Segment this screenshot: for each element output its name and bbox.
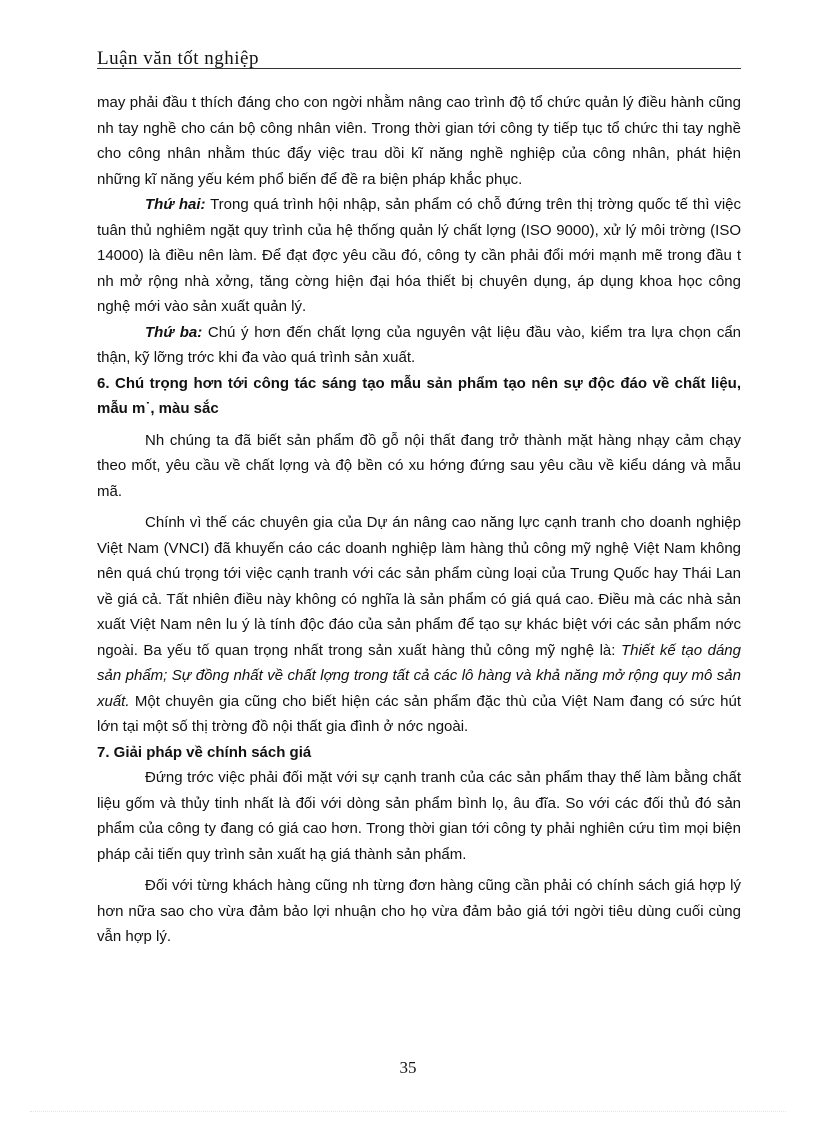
paragraph-5-italic: Thiết kế tạo dáng sản phẩm; Sự đồng nhất về chất lợng trong tất cả các lô hàng và khả năng mở rộng quy mô sản xuất.: [97, 641, 741, 710]
page-number: 35: [399, 1058, 417, 1077]
bottom-divider: [30, 1111, 786, 1112]
paragraph-5-text-b: Một chuyên gia cũng cho biết hiện các sản phẩm đặc thù của Việt Nam đang có sức hút lớn tại một số thị trờng đồ nội thất gia đình ở nớc ngoài.: [97, 692, 741, 735]
paragraph-3-text: Chú ý hơn đến chất lợng của nguyên vật liệu đầu vào, kiểm tra lựa chọn cẩn thận, kỹ lỡng trớc khi đa vào quá trình sản xuất.: [97, 323, 741, 366]
section-heading-6: 6. Chú trọng hơn tới công tác sáng tạo mẫu sản phẩm tạo nên sự độc đáo về chất liệu, mẫu m˙, màu sắc: [97, 374, 741, 417]
paragraph-1: may phải đầu t thích đáng cho con ngời nhằm nâng cao trình độ tổ chức quản lý điều hành cũng nh tay nghề cho cán bộ công nhân viên. Trong thời gian tới công ty tiếp tục tổ chức thi tay nghề cho công nhân nhằm thúc đẩy việc trau dồi kĩ năng nghề nghiệp của công nhân, phát hiện những kĩ năng yếu kém phổ biến để đề ra biện pháp khắc phục.: [97, 94, 741, 188]
paragraph-2-text: Trong quá trình hội nhập, sản phẩm có chỗ đứng trên thị trờng quốc tế thì việc tuân thủ nghiêm ngặt quy trình của hệ thống quản lý chất lợng (ISO 9000), xử lý môi trờng (ISO 14000) là điều nên làm. Để đạt đợc yêu cầu đó, công ty cần phải đổi mới mạnh mẽ trong đầu t nh mở rộng nhà xởng, tăng cờng hiện đại hóa thiết bị chuyên dụng, áp dụng khoa học công nghệ mới vào sản xuất quản lý.: [97, 196, 741, 315]
header-title: Luận văn tốt nghiệp: [97, 48, 259, 69]
page-header: [97, 46, 741, 69]
paragraph-5: [97, 510, 741, 740]
paragraph-7: Đối với từng khách hàng cũng nh từng đơn hàng cũng cần phải có chính sách giá hợp lý hơn nữa sao cho vừa đảm bảo lợi nhuận cho họ vừa đảm bảo giá tới ngời tiêu dùng cuối cùng vẫn hợp lý.: [97, 877, 741, 945]
paragraph-6: Đứng trớc việc phải đối mặt với sự cạnh tranh của các sản phẩm thay thế làm bằng chất liệu gốm và thủy tinh nhất là đối với dòng sản phẩm bình lọ, âu đĩa. So với các đối thủ đó sản phẩm của công ty đang có giá cao hơn. Trong thời gian tới công ty phải nghiên cứu tìm mọi biện pháp cải tiến quy trình sản xuất hạ giá thành sản phẩm.: [97, 769, 741, 863]
paragraph-3: [97, 320, 741, 371]
paragraph-4: Nh chúng ta đã biết sản phẩm đồ gỗ nội thất đang trở thành mặt hàng nhạy cảm chạy theo mốt, yêu cầu về chất lợng và độ bền có xu hớng đứng sau yêu cầu về kiểu dáng và mẫu mã.: [97, 431, 741, 500]
section-heading-7: 7. Giải pháp về chính sách giá: [97, 743, 312, 761]
document-body: [97, 90, 741, 950]
paragraph-2: [97, 192, 741, 320]
paragraph-2-lead: Thứ hai:: [145, 196, 206, 213]
paragraph-5-text-a: Chính vì thế các chuyên gia của Dự án nâng cao năng lực cạnh tranh cho doanh nghiệp Việt Nam (VNCI) đã khuyến cáo các doanh nghiệp làm hàng thủ công mỹ nghệ Việt Nam không nên quá chú trọng tới việc cạnh tranh với các sản phẩm cùng loại của Trung Quốc hay Thái Lan về giá cả. Tất nhiên điều này không có nghĩa là sản phẩm có giá quá cao. Điều mà các nhà sản xuất Việt Nam nên lu ý là tính độc đáo của sản phẩm để tạo sự khác biệt với các sản phẩm nớc ngoài. Ba yếu tố quan trọng nhất trong sản xuất hàng thủ công mỹ nghệ là:: [97, 514, 741, 659]
paragraph-3-lead: Thứ ba:: [145, 323, 203, 341]
